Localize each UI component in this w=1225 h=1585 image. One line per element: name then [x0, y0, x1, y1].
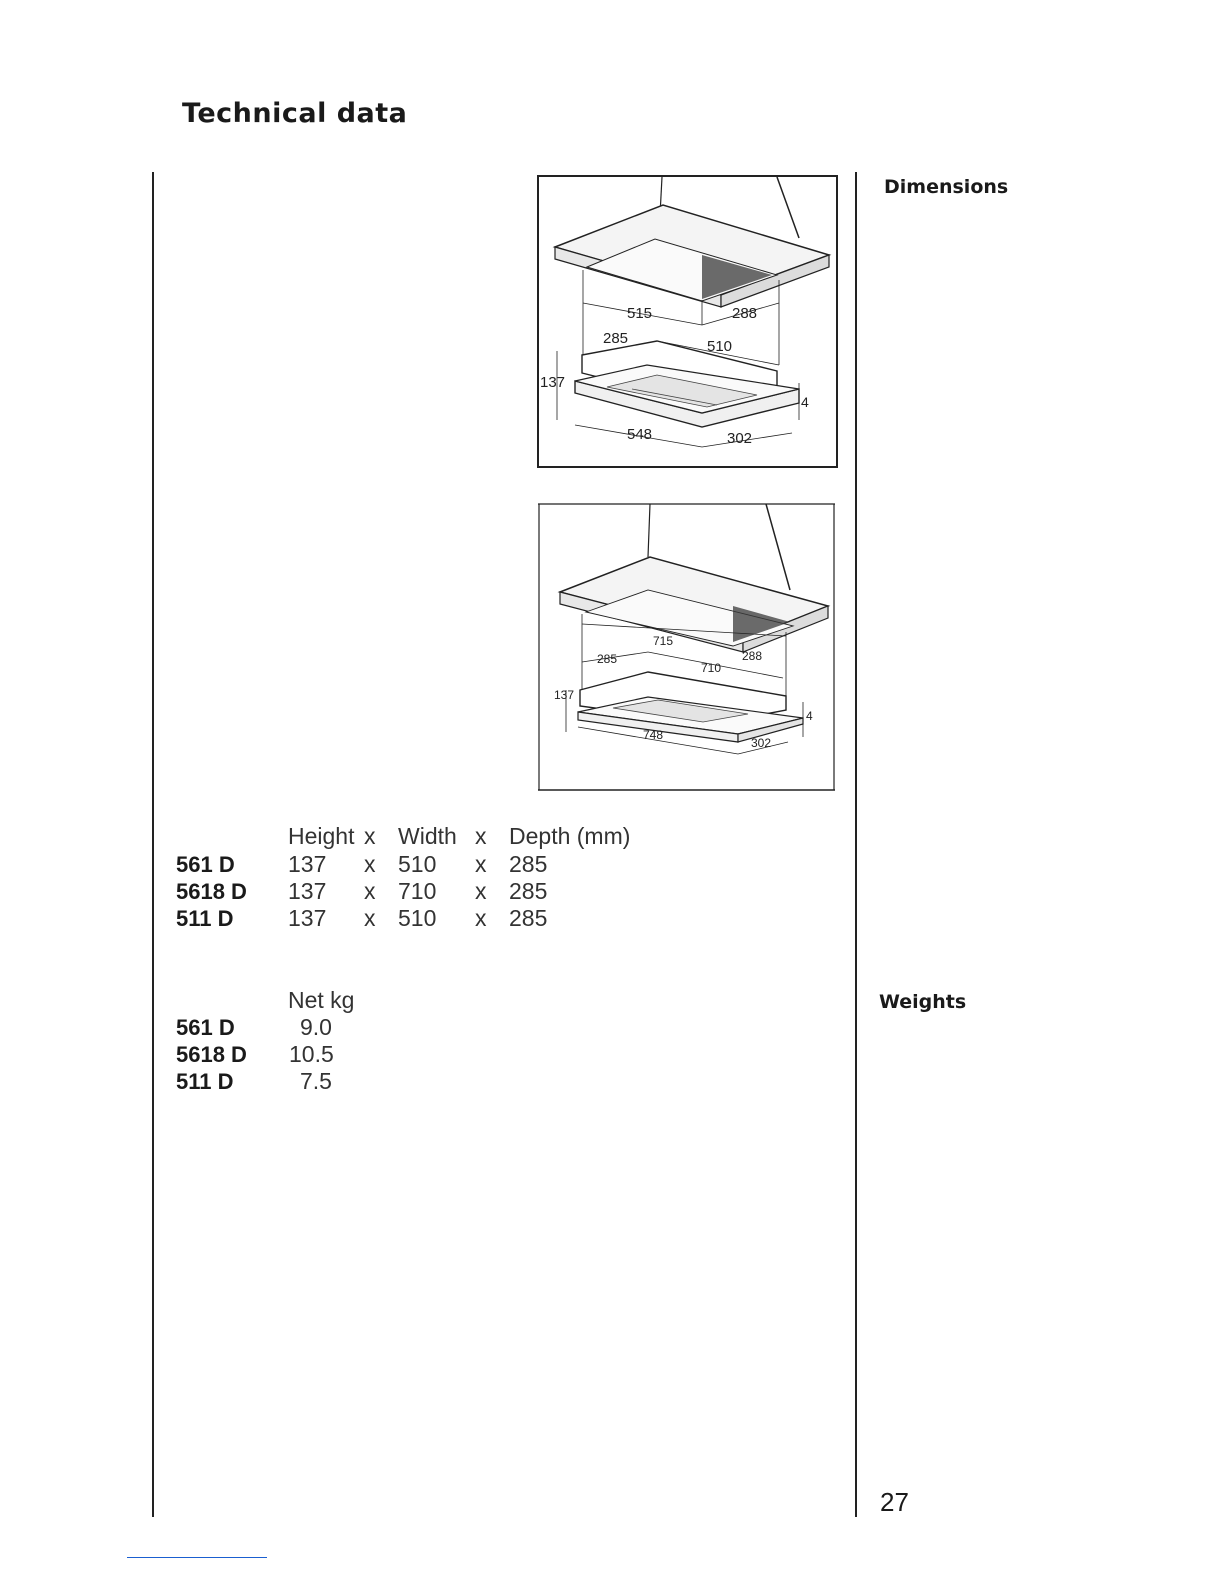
- width-value: 510: [398, 851, 437, 877]
- dim-label: 302: [727, 430, 753, 447]
- col-header-net-kg: Net kg: [288, 987, 355, 1013]
- height-value: 137: [288, 878, 327, 904]
- model-name: 561 D: [176, 1015, 235, 1040]
- dim-label: 288: [742, 649, 763, 663]
- footer-rule: [127, 1557, 267, 1558]
- depth-value: 285: [509, 878, 548, 904]
- depth-value: 285: [509, 905, 548, 931]
- net-weight: 9.0: [300, 1014, 332, 1040]
- model-name: 5618 D: [176, 1042, 247, 1067]
- height-value: 137: [288, 851, 327, 877]
- hood-diagram-top: [537, 175, 839, 470]
- right-rule: [855, 172, 857, 1517]
- dim-label: 715: [653, 634, 674, 648]
- times-sign: x: [364, 851, 376, 877]
- dim-label: 285: [603, 330, 629, 347]
- model-name: 561 D: [176, 852, 235, 877]
- model-name: 511 D: [176, 1069, 234, 1094]
- dim-label: 137: [554, 688, 575, 702]
- dim-label: 4: [806, 709, 813, 723]
- times-sign: x: [364, 878, 376, 904]
- col-header-x: x: [475, 823, 487, 849]
- dim-label: 288: [732, 305, 758, 322]
- times-sign: x: [475, 905, 487, 931]
- dim-label: 710: [701, 661, 722, 675]
- width-value: 710: [398, 878, 437, 904]
- page-number: 27: [880, 1487, 909, 1517]
- col-header-width: Width: [398, 823, 457, 849]
- dim-label: 510: [707, 338, 733, 355]
- weights-heading: Weights: [879, 991, 967, 1013]
- height-value: 137: [288, 905, 327, 931]
- depth-value: 285: [509, 851, 548, 877]
- width-value: 510: [398, 905, 437, 931]
- dimensions-heading: Dimensions: [884, 176, 1009, 198]
- dim-label: 515: [627, 305, 653, 322]
- col-header-depth: Depth (mm): [509, 823, 631, 849]
- col-header-height: Height: [288, 823, 355, 849]
- col-header-x: x: [364, 823, 376, 849]
- net-weight: 10.5: [289, 1041, 334, 1067]
- net-weight: 7.5: [300, 1068, 332, 1094]
- dim-label: 4: [801, 394, 809, 410]
- dim-label: 137: [540, 374, 566, 391]
- times-sign: x: [364, 905, 376, 931]
- model-name: 511 D: [176, 906, 234, 931]
- hood-diagram-bottom: [538, 502, 836, 794]
- page-title: Technical data: [182, 98, 408, 129]
- dim-label: 285: [597, 652, 618, 666]
- left-rule: [152, 172, 154, 1517]
- times-sign: x: [475, 851, 487, 877]
- times-sign: x: [475, 878, 487, 904]
- dim-label: 548: [627, 426, 653, 443]
- dim-label: 302: [751, 736, 772, 750]
- model-name: 5618 D: [176, 879, 247, 904]
- dim-label: 748: [643, 728, 664, 742]
